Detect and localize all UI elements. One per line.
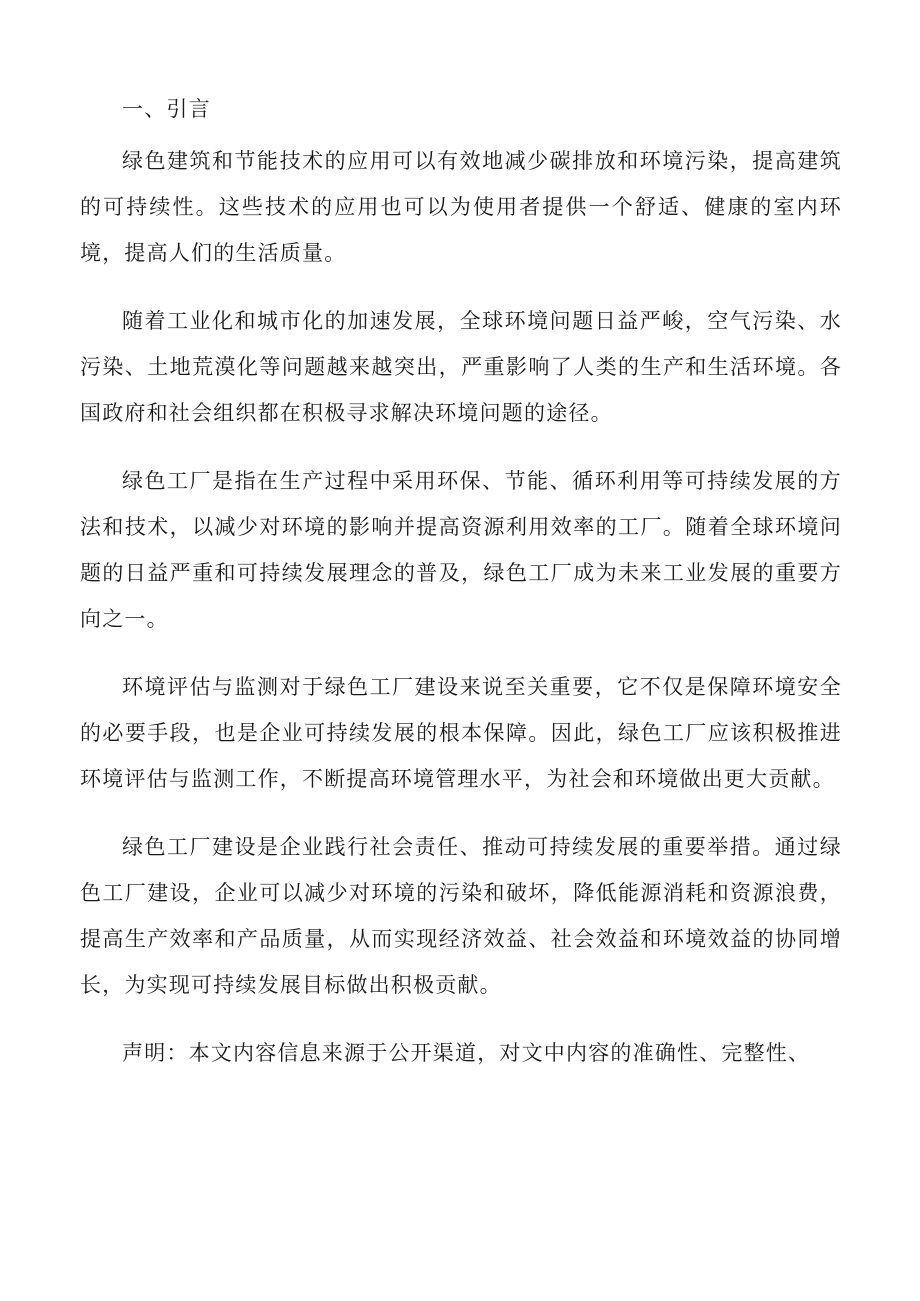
section-heading: 一、引言: [122, 97, 211, 121]
disclaimer-statement: 声明：本文内容信息来源于公开渠道，对文中内容的准确性、完整性、: [122, 1041, 811, 1065]
document-body: [80, 86, 842, 1098]
paragraph-2: 随着工业化和城市化的加速发展，全球环境问题日益严峻，空气污染、水污染、土地荒漠化等问题越来越突出，严重影响了人类的生产和生活环境。各国政府和社会组织都在积极寻求解决环境问题的途径。: [80, 309, 842, 425]
paragraph-1: 绿色建筑和节能技术的应用可以有效地减少碳排放和环境污染，提高建筑的可持续性。这些技术的应用也可以为使用者提供一个舒适、健康的室内环境，提高人们的生活质量。: [80, 149, 842, 265]
paragraph-5: 绿色工厂建设是企业践行社会责任、推动可持续发展的重要举措。通过绿色工厂建设，企业可以减少对环境的污染和破坏，降低能源消耗和资源浪费，提高生产效率和产品质量，从而实现经济效益、社会效益和环境效益的协同增长，为实现可持续发展目标做出积极贡献。: [80, 835, 842, 997]
paragraph-3: 绿色工厂是指在生产过程中采用环保、节能、循环利用等可持续发展的方法和技术，以减少对环境的影响并提高资源利用效率的工厂。随着全球环境问题的日益严重和可持续发展理念的普及，绿色工厂成为未来工业发展的重要方向之一。: [80, 469, 842, 631]
paragraph-4: 环境评估与监测对于绿色工厂建设来说至关重要，它不仅是保障环境安全的必要手段，也是企业可持续发展的根本保障。因此，绿色工厂应该积极推进环境评估与监测工作，不断提高环境管理水平，为社会和环境做出更大贡献。: [80, 675, 842, 791]
